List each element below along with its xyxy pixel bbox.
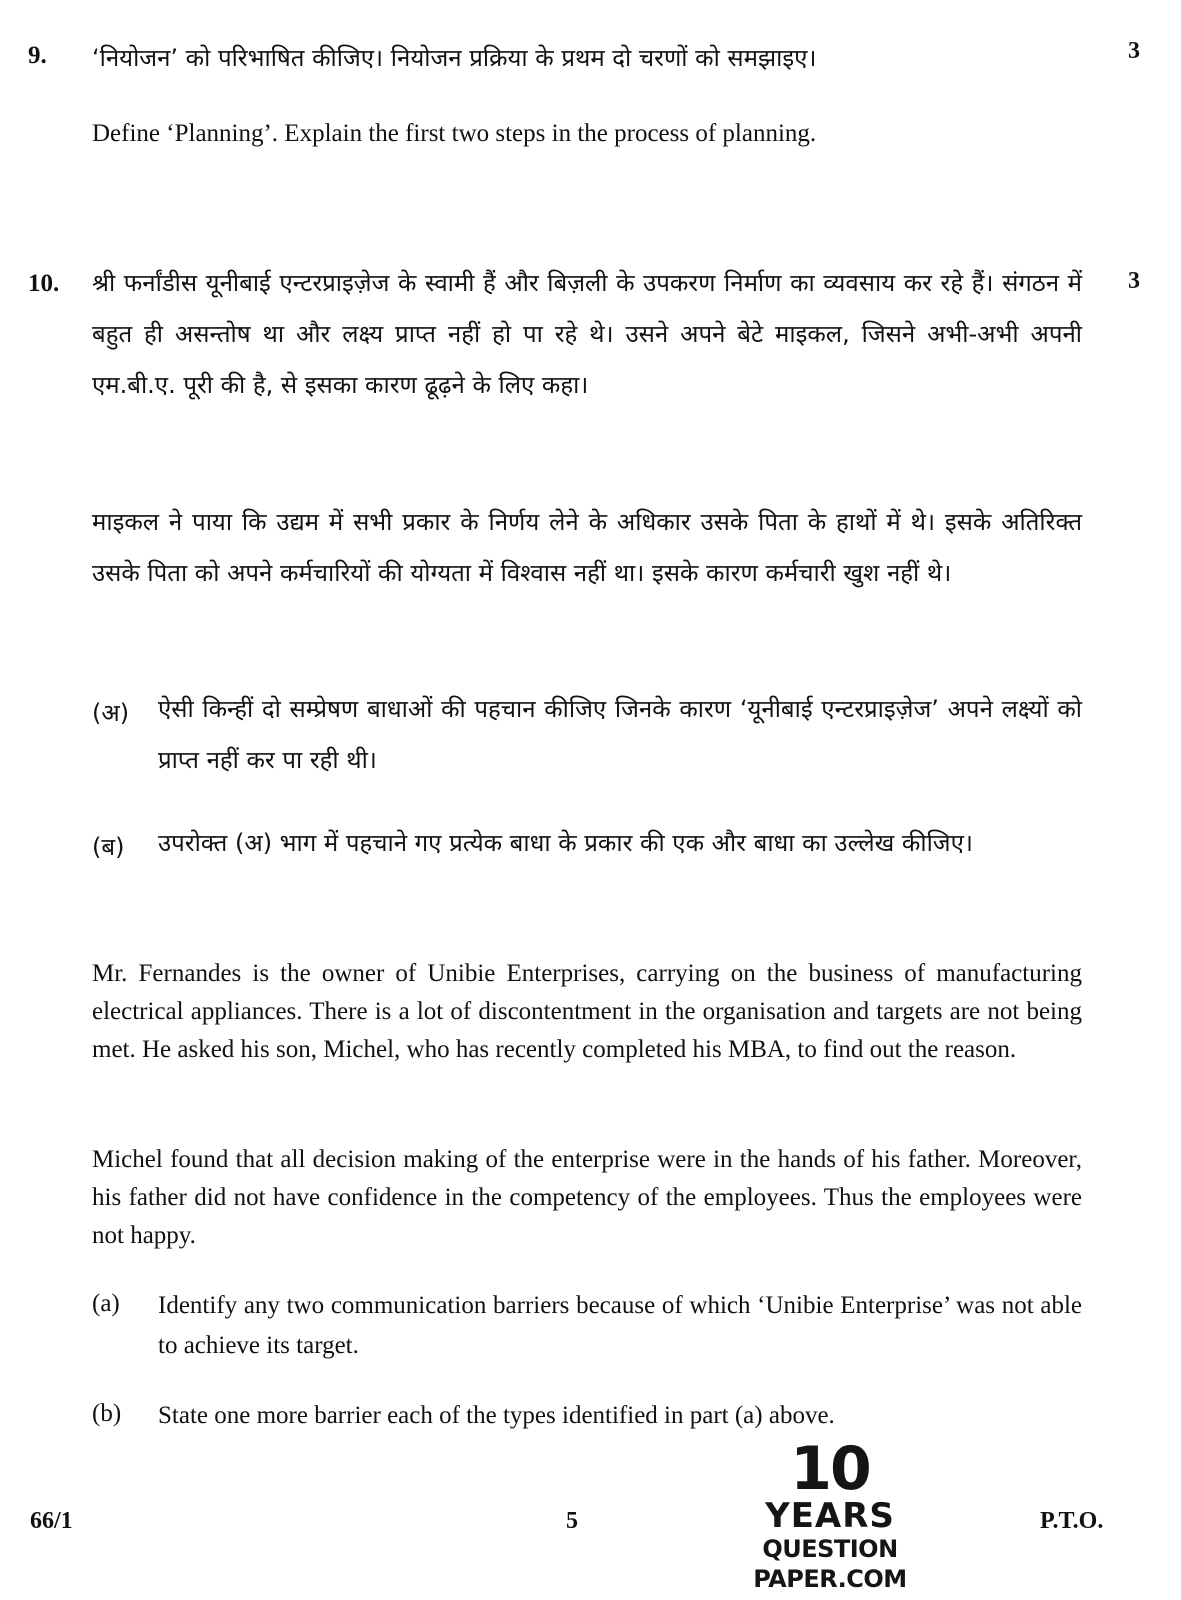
english-sub-b-text: State one more barrier each of the types identified in part (a) above. — [158, 1402, 835, 1429]
question-10-marks: 3 — [1128, 268, 1140, 294]
watermark-years: YEARS — [765, 1496, 895, 1536]
question-9-english-text: Define ‘Planning’. Explain the first two steps in the process of planning. — [92, 120, 817, 147]
watermark-logo — [690, 1434, 970, 1593]
hindi-sub-a-label: (अ) — [92, 699, 130, 727]
question-9-hindi-text: ‘नियोजन’ को परिभाषित कीजिए। नियोजन प्रक्रिया के प्रथम दो चरणों को समझाइए। — [92, 44, 817, 72]
english-sub-a-text: Identify any two communication barriers because of which ‘Unibie Enterprise’ was not able to achieve its target. — [158, 1292, 1082, 1359]
question-10-english-paragraph-1: Mr. Fernandes is the owner of Unibie Enterprises, carrying on the business of manufacturing electrical appliances. There is a lot of discontentment in the organisation and targets are not being met. He asked his son, Michel, who has recently completed his MBA, to find out the reason. — [92, 960, 1082, 1063]
paper-code: 66/1 — [30, 1508, 73, 1534]
hindi-sub-b-label: (ब) — [92, 833, 125, 861]
english-sub-a-label: (a) — [92, 1290, 120, 1317]
question-10-hindi-paragraph-1: श्री फर्नांडीस यूनीबाई एन्टरप्राइज़ेज के स्वामी हैं और बिज़ली के उपकरण निर्माण का व्यवसाय कर रहे हैं। संगठन में बहुत ही असन्तोष था और लक्ष्य प्राप्त नहीं हो पा रहे थे। उसने अपने बेटे माइकल, जिसने अभी-अभी अपनी एम.बी.ए. पूरी की है, से इसका कारण ढूढ़ने के लिए कहा। — [92, 269, 1082, 399]
question-10-number: 10. — [28, 270, 60, 297]
watermark-site: QUESTION PAPER.COM — [753, 1535, 907, 1593]
pto-label: P.T.O. — [1040, 1508, 1104, 1534]
question-10-english-paragraph-2: Michel found that all decision making of the enterprise were in the hands of his father. Moreover, his father did not have confidence in the competency of the employees. Thus the employees were not happy. — [92, 1146, 1082, 1249]
question-9-number: 9. — [28, 42, 47, 69]
hindi-sub-b-text: उपरोक्त (अ) भाग में पहचाने गए प्रत्येक बाधा के प्रकार की एक और बाधा का उल्लेख कीजिए। — [158, 829, 973, 857]
question-10-hindi-paragraph-2: माइकल ने पाया कि उद्यम में सभी प्रकार के निर्णय लेने के अधिकार उसके पिता के हाथों में थे। इसके अतिरिक्त उसके पिता को अपने कर्मचारियों की योग्यता में विश्वास नहीं था। इसके कारण कर्मचारी खुश नहीं थे। — [92, 508, 1082, 587]
question-9-marks: 3 — [1128, 38, 1140, 64]
watermark-number: 10 — [790, 1434, 870, 1504]
page-number: 5 — [566, 1508, 578, 1534]
english-sub-b-label: (b) — [92, 1400, 122, 1427]
hindi-sub-a-text: ऐसी किन्हीं दो सम्प्रेषण बाधाओं की पहचान कीजिए जिनके कारण ‘यूनीबाई एन्टरप्राइज़ेज’ अपने लक्ष्यों को प्राप्त नहीं कर पा रही थी। — [158, 695, 1082, 774]
